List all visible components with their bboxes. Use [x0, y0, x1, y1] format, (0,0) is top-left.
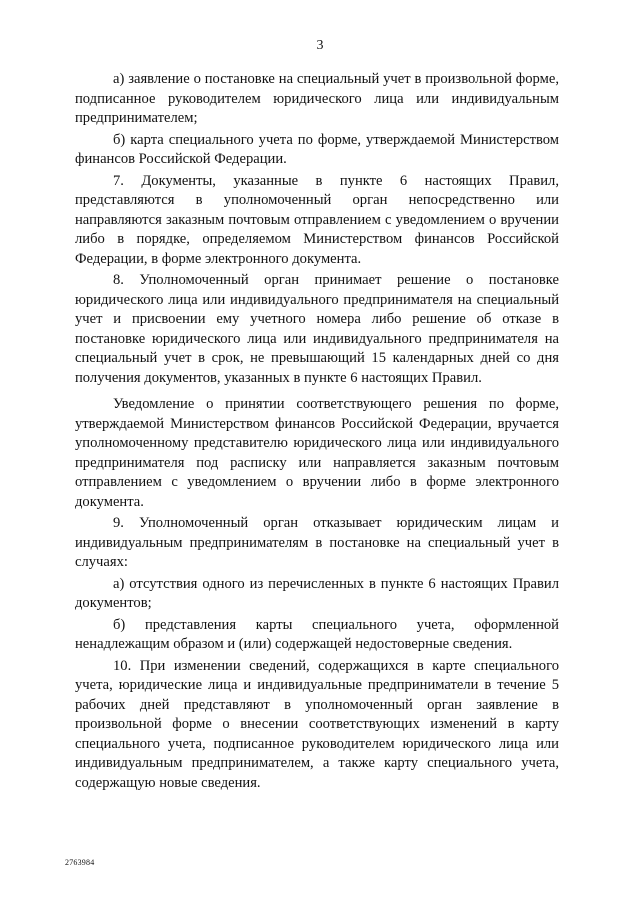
paragraph-10: 10. При изменении сведений, содержащихся в карте специального учета, юридические лица и индивидуальные предприниматели в течение 5 рабочих дней представляют в уполномоченный орган заявление в произвольной форме о внесении соответствующих изменений в карту специального учета, подписанное руководителем юридического лица или индивидуальным предпринимателем, а также карту специального учета, содержащую новые сведения.	[75, 657, 559, 791]
paragraph-7: 7. Документы, указанные в пункте 6 настоящих Правил, представляются в уполномоченный орган непосредственно или направляются заказным почтовым отправлением с уведомлением о вручении либо в порядке, определяемом Министерством финансов Российской Федерации, в форме электронного документа.	[75, 172, 559, 267]
page-number: 3	[316, 38, 324, 53]
paragraph-9a: а) отсутствия одного из перечисленных в пункте 6 настоящих Правил документов;	[75, 575, 559, 611]
document-body	[75, 70, 559, 795]
paragraph-9: 9. Уполномоченный орган отказывает юридическим лицам и индивидуальным предпринимателям в постановке на специальный учет в случаях:	[75, 515, 559, 570]
paragraph-notification: Уведомление о принятии соответствующего решения по форме, утверждаемой Министерством финансов Российской Федерации, вручается уполномоченному представителю юридического лица или индивидуального предпринимателя под расписку или направляется заказным почтовым отправлением с уведомлением о вручении либо в форме электронного документа.	[75, 396, 559, 510]
paragraph-b-card: б) карта специального учета по форме, утверждаемой Министерством финансов Российской Федерации.	[75, 131, 559, 167]
paragraph-9b: б) представления карты специального учета, оформленной ненадлежащим образом и (или) содержащей недостоверные сведения.	[75, 616, 559, 652]
document-id: 2763984	[65, 858, 95, 867]
paragraph-8: 8. Уполномоченный орган принимает решение о постановке юридического лица или индивидуального предпринимателя на специальный учет и присвоении ему учетного номера либо решение об отказе в постановке юридического лица или индивидуального предпринимателя на специальный учет в срок, не превышающий 15 календарных дней со дня получения документов, указанных в пункте 6 настоящих Правил.	[75, 272, 559, 386]
paragraph-a-application: а) заявление о постановке на специальный учет в произвольной форме, подписанное руководителем юридического лица или индивидуальным предпринимателем;	[75, 71, 559, 126]
